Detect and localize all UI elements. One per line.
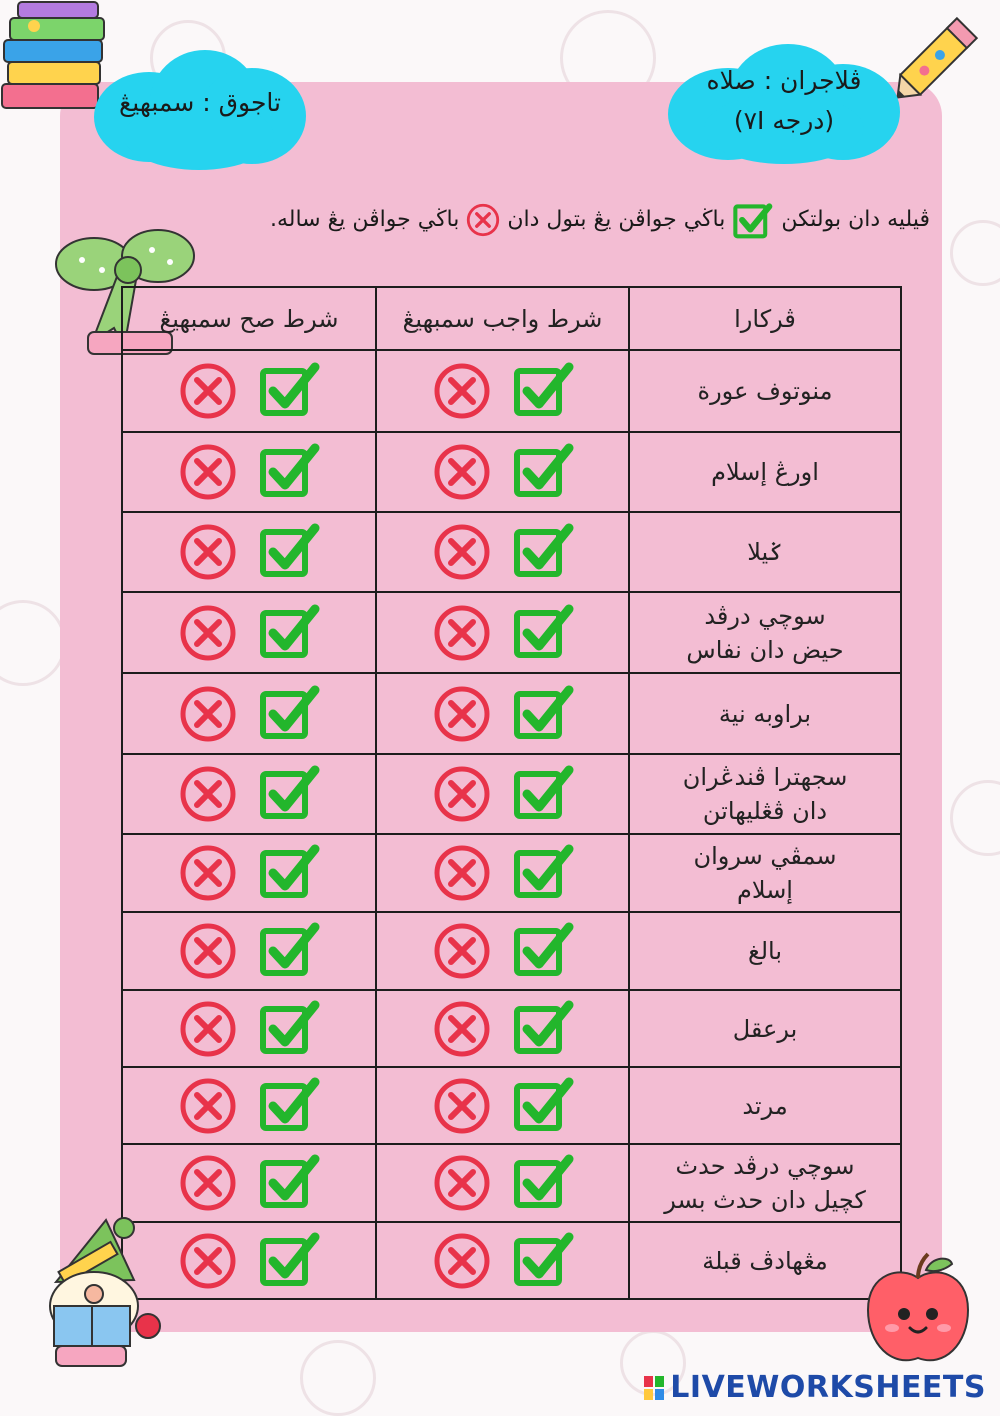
- check-box-icon[interactable]: [260, 361, 320, 421]
- item-text: مڠهادڤ قبلة: [702, 1246, 828, 1275]
- wajib-options: [377, 999, 628, 1059]
- table-row: [122, 350, 901, 432]
- x-circle-icon[interactable]: [432, 1231, 492, 1291]
- check-box-icon[interactable]: [260, 603, 320, 663]
- check-box-icon[interactable]: [514, 522, 574, 582]
- x-circle-icon[interactable]: [178, 361, 238, 421]
- table-row: [122, 1144, 901, 1222]
- x-circle-icon[interactable]: [178, 1231, 238, 1291]
- check-box-icon[interactable]: [514, 921, 574, 981]
- wajib-options: [377, 1231, 628, 1291]
- wajib-options-cell: [376, 834, 629, 912]
- subject-cloud: [668, 44, 900, 164]
- x-circle-icon[interactable]: [178, 684, 238, 744]
- item-text: براوبه نية: [718, 699, 812, 728]
- check-box-icon[interactable]: [514, 1153, 574, 1213]
- sah-options-cell: [122, 592, 376, 673]
- x-circle-icon[interactable]: [432, 603, 492, 663]
- check-box-icon[interactable]: [514, 843, 574, 903]
- wajib-options-cell: [376, 350, 629, 432]
- x-circle-icon: [466, 203, 500, 237]
- item-text: حيض دان نفاس: [686, 635, 844, 664]
- sah-options-cell: [122, 912, 376, 990]
- topic-cloud: [94, 50, 306, 170]
- item-text: سوچي درڤد حدث: [675, 1152, 855, 1180]
- wajib-options: [377, 921, 628, 981]
- x-circle-icon[interactable]: [432, 764, 492, 824]
- sah-options: [123, 1076, 375, 1136]
- wajib-options-cell: [376, 1222, 629, 1299]
- sah-options: [123, 921, 375, 981]
- wajib-options: [377, 843, 628, 903]
- instruction-text: [150, 200, 930, 240]
- sah-options: [123, 999, 375, 1059]
- x-circle-icon[interactable]: [178, 843, 238, 903]
- check-box-icon[interactable]: [514, 1076, 574, 1136]
- x-circle-icon[interactable]: [178, 603, 238, 663]
- x-circle-icon[interactable]: [432, 522, 492, 582]
- apple-sticker-icon: [862, 1252, 974, 1372]
- sah-options-cell: [122, 754, 376, 834]
- check-box-icon[interactable]: [260, 442, 320, 502]
- sah-options: [123, 764, 375, 824]
- check-box-icon[interactable]: [514, 361, 574, 421]
- check-box-icon[interactable]: [514, 442, 574, 502]
- wajib-options-cell: [376, 754, 629, 834]
- sah-options: [123, 843, 375, 903]
- liveworksheets-logo-icon: [644, 1376, 664, 1400]
- sah-options: [123, 522, 375, 582]
- wajib-options-cell: [376, 990, 629, 1067]
- header-sah: شرط صح سمبهيڠ: [122, 287, 376, 350]
- sah-options-cell: [122, 1144, 376, 1222]
- x-circle-icon[interactable]: [432, 921, 492, 981]
- item-text: اورڠ إسلام: [711, 458, 819, 486]
- item-text: برعقل: [732, 1014, 798, 1043]
- wajib-options: [377, 522, 628, 582]
- sah-options: [123, 361, 375, 421]
- sah-options: [123, 1153, 375, 1213]
- item-cell: [629, 673, 901, 754]
- table-row: [122, 432, 901, 512]
- brand-text: LIVEWORKSHEETS: [670, 1370, 986, 1405]
- wajib-options: [377, 684, 628, 744]
- sah-options-cell: [122, 350, 376, 432]
- check-box-icon[interactable]: [260, 999, 320, 1059]
- check-box-icon[interactable]: [260, 1153, 320, 1213]
- grade-label: (درجه ٧I): [733, 106, 835, 135]
- check-box-icon[interactable]: [260, 522, 320, 582]
- table-row: [122, 990, 901, 1067]
- instruction-part-3: باڬي جواڤن يڠ ساله.: [269, 207, 460, 232]
- item-cell: [629, 834, 901, 912]
- item-text: سوچي درڤد: [704, 601, 826, 630]
- item-cell: [629, 1067, 901, 1144]
- table-row: [122, 512, 901, 592]
- x-circle-icon[interactable]: [178, 999, 238, 1059]
- item-cell: [629, 512, 901, 592]
- table-row: [122, 1067, 901, 1144]
- item-cell: [629, 1222, 901, 1299]
- wajib-options-cell: [376, 1144, 629, 1222]
- check-box-icon[interactable]: [514, 999, 574, 1059]
- x-circle-icon[interactable]: [432, 1076, 492, 1136]
- item-text: مرتد: [742, 1091, 788, 1120]
- wajib-options: [377, 764, 628, 824]
- item-cell: [629, 592, 901, 673]
- wajib-options-cell: [376, 673, 629, 754]
- subject-label: ڤلاجران : صلاه: [706, 66, 862, 95]
- sah-options-cell: [122, 1067, 376, 1144]
- wajib-options: [377, 603, 628, 663]
- conditions-table: [121, 286, 902, 1300]
- item-cell: [629, 432, 901, 512]
- item-text: كچيل دان حدث بسر: [664, 1186, 866, 1214]
- header-item: ڤركارا: [629, 287, 901, 350]
- instruction-part-1: ڤيليه دان بولتكن: [781, 207, 930, 232]
- x-circle-icon[interactable]: [432, 684, 492, 744]
- table-row: [122, 754, 901, 834]
- instruction-part-2: باڬي جواڤن يڠ بتول دان: [507, 207, 726, 232]
- sah-options-cell: [122, 990, 376, 1067]
- check-box-icon[interactable]: [260, 684, 320, 744]
- wajib-options: [377, 1076, 628, 1136]
- item-text: سجهترا ڤندڠران: [682, 763, 848, 791]
- item-text: بالغ: [747, 937, 783, 965]
- wajib-options: [377, 1153, 628, 1213]
- wajib-options: [377, 442, 628, 502]
- check-box-icon[interactable]: [514, 764, 574, 824]
- wajib-options-cell: [376, 912, 629, 990]
- item-text: منوتوف عورة: [697, 377, 833, 405]
- sah-options-cell: [122, 834, 376, 912]
- x-circle-icon[interactable]: [432, 361, 492, 421]
- check-box-icon: [732, 201, 774, 239]
- sah-options: [123, 684, 375, 744]
- item-cell: [629, 990, 901, 1067]
- item-text: إسلام: [737, 876, 793, 904]
- x-circle-icon[interactable]: [178, 522, 238, 582]
- x-circle-icon[interactable]: [432, 999, 492, 1059]
- wajib-options: [377, 361, 628, 421]
- x-circle-icon[interactable]: [178, 921, 238, 981]
- item-cell: [629, 1144, 901, 1222]
- wajib-options-cell: [376, 432, 629, 512]
- x-circle-icon[interactable]: [178, 442, 238, 502]
- item-cell: [629, 350, 901, 432]
- table-row: [122, 673, 901, 754]
- check-box-icon[interactable]: [514, 603, 574, 663]
- check-box-icon[interactable]: [514, 1231, 574, 1291]
- item-cell: [629, 912, 901, 990]
- check-box-icon[interactable]: [260, 1231, 320, 1291]
- sah-options: [123, 603, 375, 663]
- wajib-options-cell: [376, 1067, 629, 1144]
- x-circle-icon[interactable]: [178, 1153, 238, 1213]
- item-text: سمڤي سروان: [693, 842, 837, 870]
- check-box-icon[interactable]: [260, 764, 320, 824]
- table-row: [122, 1222, 901, 1299]
- check-box-icon[interactable]: [260, 921, 320, 981]
- sah-options-cell: [122, 432, 376, 512]
- gnome-reading-sticker-icon: [36, 1214, 164, 1374]
- item-text: دان ڤڠليهاتن: [702, 797, 828, 825]
- header-wajib: شرط واجب سمبهيڠ: [376, 287, 629, 350]
- check-box-icon[interactable]: [260, 1076, 320, 1136]
- table-row: [122, 834, 901, 912]
- table-header-row: [122, 287, 901, 350]
- x-circle-icon[interactable]: [432, 1153, 492, 1213]
- x-circle-icon[interactable]: [178, 764, 238, 824]
- sah-options-cell: [122, 673, 376, 754]
- table-row: [122, 912, 901, 990]
- sah-options: [123, 442, 375, 502]
- wajib-options-cell: [376, 512, 629, 592]
- liveworksheets-logo: [644, 1370, 986, 1405]
- item-cell: [629, 754, 901, 834]
- x-circle-icon[interactable]: [178, 1076, 238, 1136]
- check-box-icon[interactable]: [514, 684, 574, 744]
- x-circle-icon[interactable]: [432, 843, 492, 903]
- sah-options-cell: [122, 512, 376, 592]
- item-text: ݢيلا: [747, 538, 783, 566]
- table-row: [122, 592, 901, 673]
- topic-label: تاجوق : سمبهيڠ: [119, 88, 281, 117]
- x-circle-icon[interactable]: [432, 442, 492, 502]
- check-box-icon[interactable]: [260, 843, 320, 903]
- wajib-options-cell: [376, 592, 629, 673]
